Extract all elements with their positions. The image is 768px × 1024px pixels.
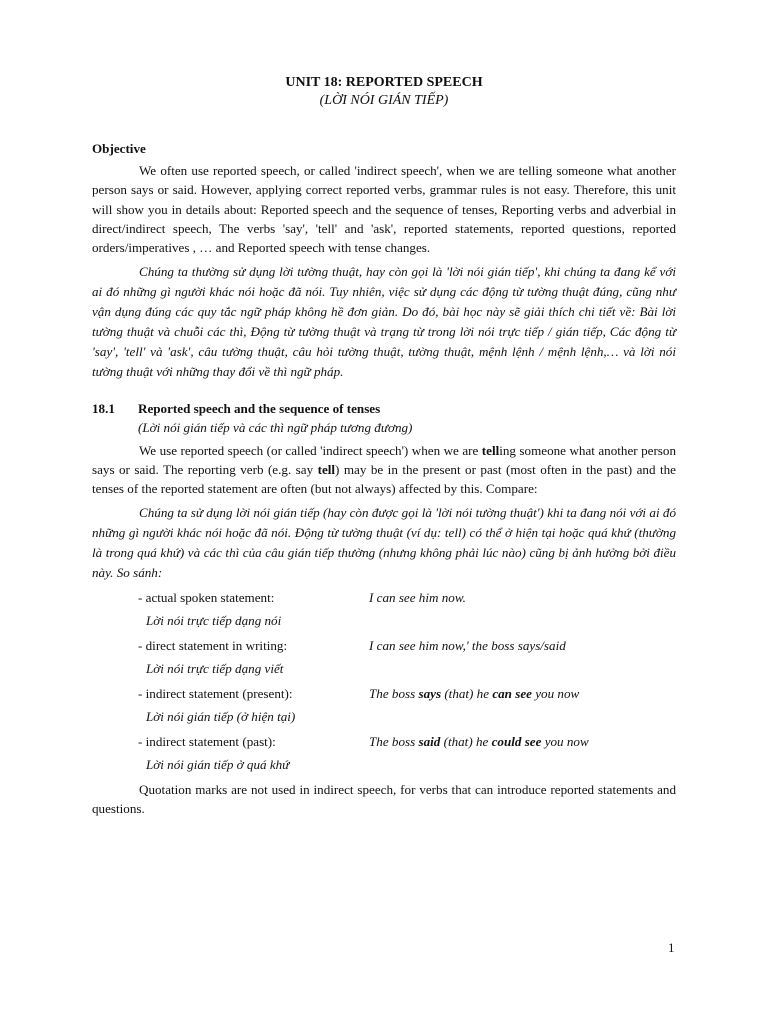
- comparison-note: Lời nói gián tiếp (ở hiện tại): [146, 709, 296, 725]
- comparison-value: [369, 684, 579, 703]
- comparison-value: I can see him now.: [369, 589, 466, 605]
- bold-span: said: [418, 733, 441, 749]
- text-span: you now: [541, 733, 589, 749]
- text-span: ing someone what another person says or said. The reporting verb (e.g. say: [92, 442, 676, 477]
- text-span: you now: [531, 685, 580, 701]
- section-vietnamese: Chúng ta sử dụng lời nói gián tiếp (hay còn được gọi là 'lời nói tường thuật') khi ta đang nói với ai đó những gì người khác nói hoặc đã nói. Động từ tường thuật (ví dụ: tell) có thể ở hiện tại hoặc quá khứ (thường là trong quá khứ) và các thì của câu gián tiếp thường (nhưng không phải lúc nào) cũng bị ảnh hưởng bởi điều này. So sánh:: [92, 505, 676, 581]
- text-span: The boss: [369, 685, 419, 701]
- comparison-row: [92, 729, 676, 753]
- objective-vietnamese: Chúng ta thường sử dụng lời tường thuật, hay còn gọi là 'lời nói gián tiếp', khi chúng ta đang kể với ai đó những gì người khác nói hoặc đã nói. Tuy nhiên, việc sử dụng các động từ tường thuật đúng, cũng như vận dụng đúng các quy tắc ngữ pháp không hề đơn giản. Do đó, bài học này sẽ giải thích chi tiết về: Bài lời tường thuật và chuỗi các thì, Động từ tường thuật và trạng từ trong lời nói trực tiếp / gián tiếp, Các động từ 'say', 'tell' và 'ask', câu tường thuật, câu hỏi tường thuật, tường thuật, mệnh lệnh / mệnh lệnh,… và lời nói tường thuật với những thay đổi về thì ngữ pháp.: [92, 264, 676, 380]
- objective-english: We often use reported speech, or called 'indirect speech', when we are telling someone what another person says or said. However, applying correct reported verbs, grammar rules is not easy. Therefore, this unit will show you in details about: Reported speech and the sequence of tenses, Reporting verbs and adverbial in direct/indirect speech, The verbs 'say', 'tell' and 'ask', reported statements, reported questions, reported orders/imperatives , … and Reported speech with tense changes.: [92, 163, 676, 256]
- text-span: (that) he: [440, 733, 492, 749]
- page-title: UNIT 18: REPORTED SPEECH: [285, 75, 483, 90]
- objective-heading: Objective: [92, 141, 146, 156]
- page-subtitle: (LỜI NÓI GIÁN TIẾP): [319, 93, 449, 108]
- bold-span: tell: [481, 442, 500, 458]
- text-span: (that) he: [441, 685, 493, 701]
- page-number: 1: [668, 940, 675, 955]
- bold-span: says: [418, 685, 442, 701]
- section-subtitle: (Lời nói gián tiếp và các thì ngữ pháp tương đương): [138, 420, 413, 436]
- closing-paragraph: Quotation marks are not used in indirect speech, for verbs that can introduce reported statements and questions.: [92, 782, 676, 817]
- text-span: The boss: [369, 733, 419, 749]
- comparison-row: [92, 633, 676, 657]
- comparison-label: - indirect statement (past):: [138, 733, 276, 749]
- comparison-label: - direct statement in writing:: [138, 637, 288, 653]
- comparison-note: Lời nói trực tiếp dạng nói: [146, 613, 282, 629]
- bold-span: can see: [492, 685, 532, 701]
- comparison-list: [92, 585, 676, 777]
- comparison-label: - actual spoken statement:: [138, 589, 275, 605]
- comparison-note: Lời nói gián tiếp ở quá khứ: [146, 757, 290, 773]
- section-english: [92, 441, 676, 499]
- comparison-row: [92, 681, 676, 705]
- document-page: [92, 74, 676, 819]
- comparison-value: I can see him now,' the boss says/said: [369, 637, 566, 653]
- section-title: Reported speech and the sequence of tenses: [138, 401, 381, 417]
- comparison-label: - indirect statement (present):: [138, 685, 293, 701]
- text-span: We use reported speech (or called 'indirect speech') when we are: [139, 442, 482, 458]
- comparison-value: [369, 732, 589, 751]
- section-heading: [92, 399, 676, 418]
- comparison-note: Lời nói trực tiếp dạng viết: [146, 661, 284, 677]
- bold-span: tell: [317, 461, 336, 477]
- bold-span: could see: [491, 733, 542, 749]
- text-span: ) may be in the present or past (most often in the past) and the tenses of the reported statement are often (but not always) affected by this. Compare:: [92, 461, 676, 497]
- comparison-row: [92, 585, 676, 609]
- section-number: 18.1: [92, 401, 115, 417]
